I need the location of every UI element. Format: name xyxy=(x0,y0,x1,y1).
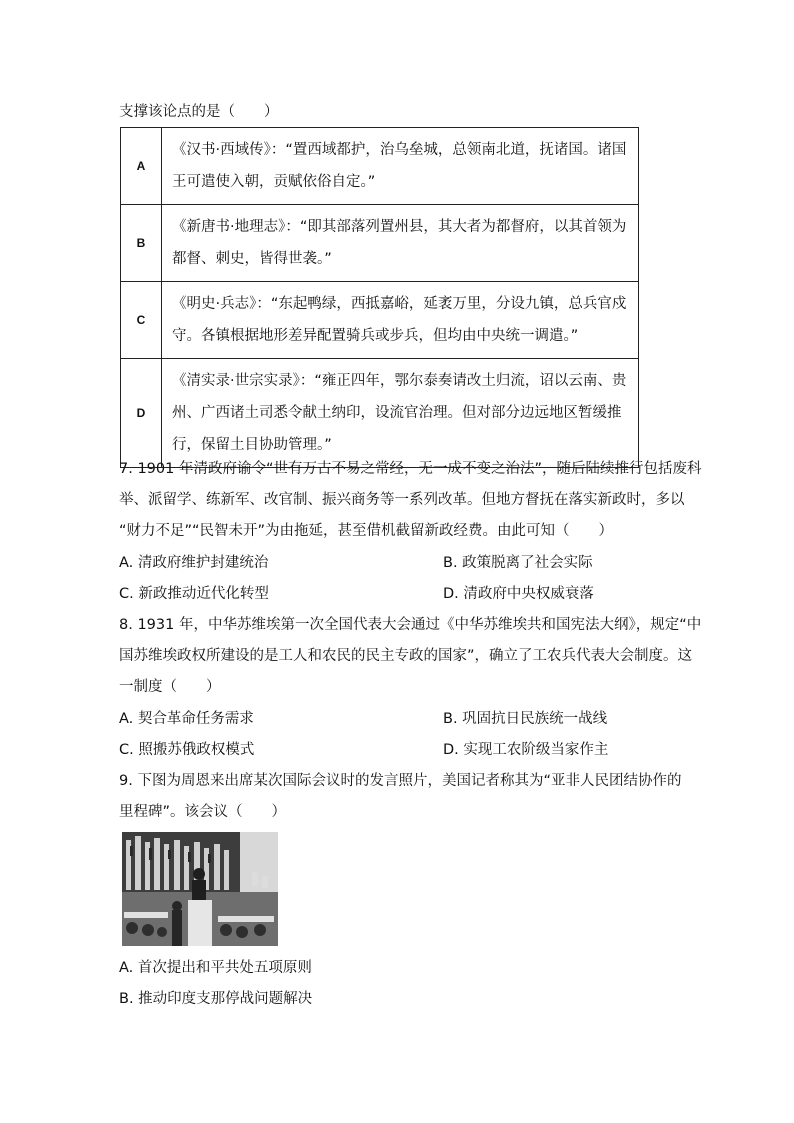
option-letter: B xyxy=(121,205,162,282)
q9-stem-line: 里程碑”。该会议（ ） xyxy=(119,804,287,820)
q8-option-c: C. 照搬苏俄政权模式 xyxy=(119,742,255,758)
option-letter: D xyxy=(121,359,162,468)
question-intro: 支撑该论点的是（ ） xyxy=(119,104,279,120)
option-text: 《明史·兵志》：“东起鸭绿，西抵嘉峪，延袤万里，分设九镇，总兵官戍守。各镇根据地形差异配置骑兵或步兵，但均由中央统一调遣。” xyxy=(162,282,639,359)
q8-option-d: D. 实现工农阶级当家作主 xyxy=(443,742,609,758)
q9-option-b: B. 推动印度支那停战问题解决 xyxy=(119,991,313,1007)
q8-stem-line: 8. 1931 年，中华苏维埃第一次全国代表大会通过《中华苏维埃共和国宪法大纲》，规定“中 xyxy=(119,617,702,633)
q7-stem-line: 7. 1901 年清政府谕令“世有万古不易之常经，无一成不变之治法”，随后陆续推行包括废科 xyxy=(119,461,702,477)
option-text: 《新唐书·地理志》：“即其部落列置州县，其大者为都督府，以其首领为都督、刺史，皆得世袭。” xyxy=(162,205,639,282)
conference-photo xyxy=(122,832,278,946)
table-row xyxy=(121,282,639,359)
q7-option-c: C. 新政推动近代化转型 xyxy=(119,586,269,602)
option-text: 《汉书·西域传》：“置西域都护，治乌垒城，总领南北道，抚诸国。诸国王可遣使入朝，贡赋依俗自定。” xyxy=(162,128,639,205)
q7-option-b: B. 政策脱离了社会实际 xyxy=(443,555,593,571)
q7-stem-line: 举、派留学、练新军、改官制、振兴商务等一系列改革。但地方督抚在落实新政时，多以 xyxy=(119,492,685,508)
options-table xyxy=(120,127,639,468)
table-row xyxy=(121,128,639,205)
conference-photo-image xyxy=(122,832,278,946)
table-row xyxy=(121,205,639,282)
table-row xyxy=(121,359,639,468)
q8-stem-line: 国苏维埃政权所建设的是工人和农民的民主专政的国家”，确立了工农兵代表大会制度。这 xyxy=(119,648,693,664)
option-letter: A xyxy=(121,128,162,205)
q8-option-a: A. 契合革命任务需求 xyxy=(119,711,254,727)
q7-option-d: D. 清政府中央权威衰落 xyxy=(443,586,594,602)
q7-stem-line: “财力不足”“民智未开”为由拖延，甚至借机截留新政经费。由此可知（ ） xyxy=(119,523,614,539)
q9-option-a: A. 首次提出和平共处五项原则 xyxy=(119,960,312,976)
option-letter: C xyxy=(121,282,162,359)
q9-stem-line: 9. 下图为周恩来出席某次国际会议时的发言照片，美国记者称其为“亚非人民团结协作的 xyxy=(119,773,682,789)
q8-stem-line: 一制度（ ） xyxy=(119,679,221,695)
q7-option-a: A. 清政府维护封建统治 xyxy=(119,555,269,571)
q8-option-b: B. 巩固抗日民族统一战线 xyxy=(443,711,608,727)
option-text: 《清实录·世宗实录》：“雍正四年，鄂尔泰奏请改土归流，诏以云南、贵州、广西诸土司悉令献土纳印，设流官治理。但对部分边远地区暂缓推行，保留土目协助管理。” xyxy=(162,359,639,468)
